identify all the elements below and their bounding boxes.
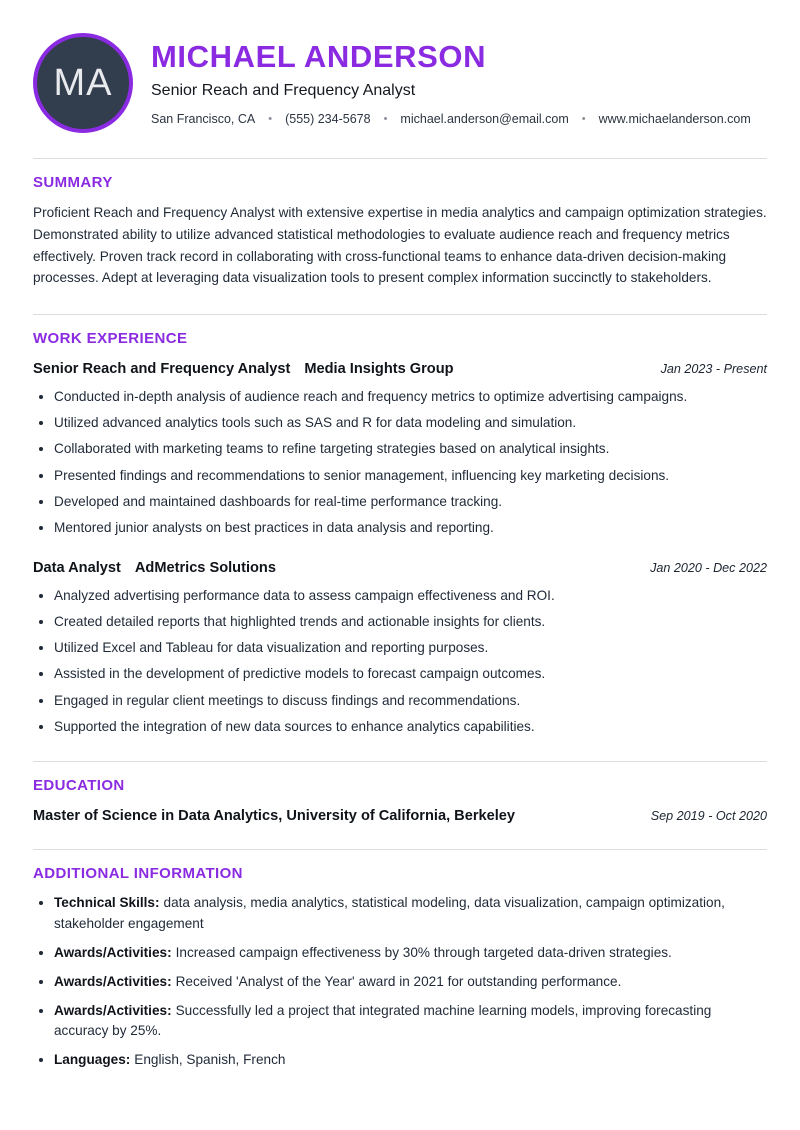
- additional-item: [54, 1001, 767, 1042]
- job-bullet: • Utilized advanced analytics tools such as SAS and R for data modeling and simulation.: [54, 413, 767, 433]
- job-title: Data Analyst: [33, 559, 121, 576]
- additional-item-text: Received 'Analyst of the Year' award in 2021 for outstanding performance.: [175, 973, 622, 989]
- contact-email: michael.anderson@email.com: [400, 112, 569, 127]
- avatar: [33, 33, 133, 133]
- additional-item-label: Languages:: [54, 1051, 131, 1067]
- job-header-row: [33, 361, 767, 377]
- job-company: AdMetrics Solutions: [134, 559, 276, 576]
- job-title-line: [33, 560, 276, 576]
- job-bullet-list: [33, 586, 767, 737]
- additional-item: [54, 893, 767, 934]
- additional-item-text: Successfully led a project that integrated machine learning models, improving forecasting accuracy by 25%.: [54, 1002, 712, 1038]
- job-dates: Jan 2020 - Dec 2022: [650, 560, 767, 575]
- additional-item-label: Technical Skills:: [54, 895, 160, 911]
- education-section: [33, 761, 767, 824]
- job-entry: [33, 361, 767, 538]
- summary-text: Proficient Reach and Frequency Analyst with extensive expertise in media analytics and campaign optimization strategies. Demonstrated ability to utilize advanced statistical methodologies to evaluate audience reach and frequency metrics effectively. Proven track record in collaborating with cross-functional teams to enhance data-driven decision-making processes. Adept at leveraging data visualization tools to present complex information succinctly to stakeholders.: [33, 205, 767, 286]
- job-bullet: • Created detailed reports that highlighted trends and actionable insights for clients.: [54, 612, 767, 632]
- contact-location: San Francisco, CA: [151, 112, 256, 127]
- job-bullet-list: [33, 387, 767, 538]
- job-bullet: • Engaged in regular client meetings to discuss findings and recommendations.: [54, 691, 767, 711]
- job-entry: [33, 560, 767, 737]
- job-title: Senior Reach and Frequency Analyst: [33, 361, 291, 377]
- job-bullet: • Utilized Excel and Tableau for data visualization and reporting purposes.: [54, 638, 767, 658]
- resume-header: [33, 33, 767, 133]
- separator-dot: •: [383, 113, 388, 126]
- summary-section: [33, 158, 767, 289]
- education-dates: Sep 2019 - Oct 2020: [650, 809, 767, 824]
- additional-item-label: Awards/Activities:: [54, 1002, 172, 1018]
- avatar-initials: MA: [53, 61, 113, 104]
- header-text-block: [151, 40, 751, 126]
- work-experience-section: [33, 314, 767, 736]
- summary-heading: SUMMARY: [33, 174, 113, 191]
- education-degree: Master of Science in Data Analytics, University of California, Berkeley: [33, 808, 516, 825]
- contact-row: [151, 112, 751, 126]
- contact-phone: (555) 234-5678: [285, 112, 371, 127]
- job-bullet: • Collaborated with marketing teams to refine targeting strategies based on analytical insights.: [54, 439, 767, 459]
- job-bullet: • Analyzed advertising performance data to assess campaign effectiveness and ROI.: [54, 586, 767, 606]
- candidate-name: MICHAEL ANDERSON: [151, 38, 487, 74]
- contact-website: www.michaelanderson.com: [598, 112, 751, 127]
- additional-information-section: [33, 849, 767, 1070]
- additional-item: [54, 1050, 767, 1070]
- work-experience-heading: WORK EXPERIENCE: [33, 330, 188, 347]
- job-bullet: • Conducted in-depth analysis of audience reach and frequency metrics to optimize advertising campaigns.: [54, 387, 767, 407]
- job-bullet: • Developed and maintained dashboards for real-time performance tracking.: [54, 492, 767, 512]
- additional-item-label: Awards/Activities:: [54, 944, 172, 960]
- job-bullet: • Presented findings and recommendations to senior management, influencing key marketing decisions.: [54, 466, 767, 486]
- job-dates: Jan 2023 - Present: [660, 362, 767, 376]
- job-bullet: • Mentored junior analysts on best practices in data analysis and reporting.: [54, 518, 767, 538]
- additional-item-label: Awards/Activities:: [54, 973, 172, 989]
- job-company: Media Insights Group: [304, 361, 454, 377]
- separator-dot: •: [581, 113, 586, 126]
- additional-item-text: Increased campaign effectiveness by 30% through targeted data-driven strategies.: [175, 944, 672, 960]
- job-bullet: • Supported the integration of new data sources to enhance analytics capabilities.: [54, 717, 767, 737]
- candidate-job-title: Senior Reach and Frequency Analyst: [151, 82, 416, 100]
- education-heading: EDUCATION: [33, 777, 125, 795]
- additional-item: [54, 943, 767, 963]
- separator-dot: •: [268, 113, 273, 126]
- additional-information-heading: ADDITIONAL INFORMATION: [33, 865, 243, 883]
- job-bullet: • Assisted in the development of predictive models to forecast campaign outcomes.: [54, 664, 767, 684]
- education-row: [33, 808, 767, 824]
- additional-item: [54, 972, 767, 992]
- additional-list: [33, 893, 767, 1070]
- job-title-line: [33, 361, 454, 377]
- additional-item-text: data analysis, media analytics, statistical modeling, data visualization, campaign optimization, stakeholder engagement: [54, 895, 725, 931]
- additional-item-text: English, Spanish, French: [134, 1051, 286, 1067]
- job-header-row: [33, 560, 767, 576]
